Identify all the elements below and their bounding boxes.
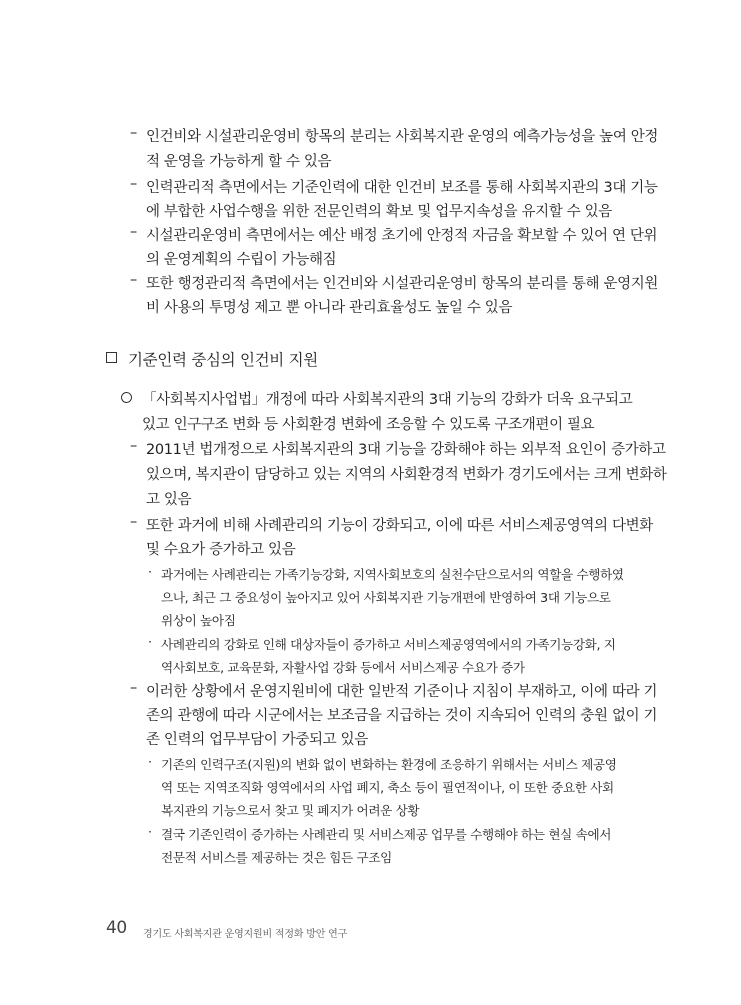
text-line: 으나, 최근 그 중요성이 높아지고 있어 사회복지관 기능개편에 반영하여 3대 기능으로 bbox=[161, 590, 611, 605]
text-line: 위상이 높아짐 bbox=[161, 613, 236, 628]
dot-marker: · bbox=[148, 634, 152, 649]
text-line: 복지관의 기능으로서 찾고 및 폐지가 어려운 상황 bbox=[161, 803, 420, 818]
dash-marker: – bbox=[130, 176, 137, 192]
text-line: 결국 기존인력이 증가하는 사례관리 및 서비스제공 업무를 수행해야 하는 현실 속에서 bbox=[161, 827, 612, 842]
checkbox-square-icon bbox=[106, 352, 117, 363]
dot-marker: · bbox=[148, 754, 152, 769]
text-line: 이러한 상황에서 운영지원비에 대한 일반적 기준이나 지침이 부재하고, 이에 따라 기 bbox=[146, 684, 658, 700]
text-line: 에 부합한 사업수행을 위한 전문인력의 확보 및 업무지속성을 유지할 수 있음 bbox=[146, 204, 612, 220]
text-line: 시설관리운영비 측면에서는 예산 배정 초기에 안정적 자금을 확보할 수 있어 연 단위 bbox=[146, 228, 658, 244]
section-heading-text: 기준인력 중심의 인건비 지원 bbox=[128, 351, 318, 369]
text-line: 또한 과거에 비해 사례관리의 기능이 강화되고, 이에 따른 서비스제공영역의 다변화 bbox=[146, 518, 653, 534]
text-line: 고 있음 bbox=[146, 492, 192, 508]
text-line: 「사회복지사업법」개정에 따라 사회복지관의 3대 기능의 강화가 더욱 요구되고 bbox=[142, 392, 633, 408]
text-line: 과거에는 사례관리는 가족기능강화, 지역사회보호의 실천수단으로서의 역할을 수행하였 bbox=[161, 567, 624, 582]
text-line: 존 인력의 업무부담이 가중되고 있음 bbox=[146, 732, 368, 748]
dash-marker: – bbox=[130, 272, 137, 288]
page-number: 40 bbox=[106, 918, 127, 938]
circle-bullet-icon bbox=[121, 392, 132, 403]
text-line: 인건비와 시설관리운영비 항목의 분리는 사회복지관 운영의 예측가능성을 높여 안정 bbox=[146, 129, 659, 145]
dash-marker: – bbox=[130, 224, 137, 240]
dash-marker: – bbox=[130, 680, 137, 696]
text-line: 비 사용의 투명성 제고 뿐 아니라 관리효율성도 높일 수 있음 bbox=[146, 300, 513, 316]
text-line: 또한 행정관리적 측면에서는 인건비와 시설관리운영비 항목의 분리를 통해 운영지원 bbox=[146, 276, 659, 292]
text-line: 있고 인구구조 변화 등 사회환경 변화에 조응할 수 있도록 구조개편이 필요 bbox=[142, 417, 595, 433]
text-line: 2011년 법개정으로 사회복지관의 3대 기능을 강화해야 하는 외부적 요인이 증가하고 bbox=[146, 442, 666, 458]
text-line: 적 운영을 가능하게 할 수 있음 bbox=[146, 154, 332, 170]
dash-marker: – bbox=[130, 514, 137, 530]
running-footer-title: 경기도 사회복지관 운영지원비 적정화 방안 연구 bbox=[143, 929, 348, 940]
text-line: 존의 관행에 따라 시군에서는 보조금을 지급하는 것이 지속되어 인력의 충원 없이 기 bbox=[146, 708, 658, 724]
text-line: 사례관리의 강화로 인해 대상자들이 증가하고 서비스제공영역에서의 가족기능강화, 지 bbox=[161, 637, 616, 652]
text-line: 기존의 인력구조(지원)의 변화 없이 변화하는 환경에 조응하기 위해서는 서비스 제공영 bbox=[161, 757, 617, 772]
dot-marker: · bbox=[148, 824, 152, 839]
dot-marker: · bbox=[148, 564, 152, 579]
text-line: 의 운영계획의 수립이 가능해짐 bbox=[146, 252, 337, 268]
text-line: 인력관리적 측면에서는 기준인력에 대한 인건비 보조를 통해 사회복지관의 3대 기능 bbox=[146, 180, 658, 196]
text-line: 역사회보호, 교육문화, 자활사업 강화 등에서 서비스제공 수요가 증가 bbox=[161, 660, 525, 675]
dash-marker: – bbox=[130, 438, 137, 454]
text-line: 역 또는 지역조직화 영역에서의 사업 폐지, 축소 등이 필연적이나, 이 또한 중요한 사회 bbox=[161, 780, 614, 795]
text-line: 있으며, 복지관이 담당하고 있는 지역의 사회환경적 변화가 경기도에서는 크게 변화하 bbox=[146, 467, 667, 483]
text-line: 및 수요가 증가하고 있음 bbox=[146, 542, 296, 558]
text-line: 전문적 서비스를 제공하는 것은 힘든 구조임 bbox=[161, 850, 392, 865]
dash-marker: – bbox=[130, 125, 137, 141]
